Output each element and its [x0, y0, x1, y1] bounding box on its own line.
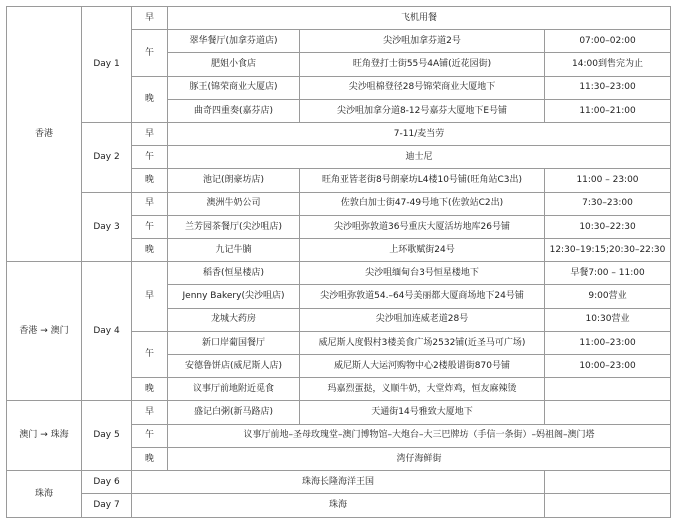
- address-cell: 佐敦白加士街47-49号地下(佐敦站C2出): [300, 192, 545, 215]
- restaurant-cell: 稻香(恒星楼店): [168, 262, 300, 285]
- hours-cell: [545, 401, 671, 424]
- meal-cell: 晚: [132, 169, 168, 192]
- hours-cell: 07:00–02:00: [545, 30, 671, 53]
- activity-cell: 珠海长隆海洋王国: [132, 471, 545, 494]
- meal-cell: 午: [132, 146, 168, 169]
- meal-cell: 午: [132, 30, 168, 76]
- restaurant-cell: 龙城大药房: [168, 308, 300, 331]
- meal-cell: 晚: [132, 378, 168, 401]
- hours-cell: 11:00–21:00: [545, 99, 671, 122]
- address-cell: 旺角登打士街55号4A铺(近花园街): [300, 53, 545, 76]
- restaurant-cell: 肥姐小食店: [168, 53, 300, 76]
- restaurant-cell: Jenny Bakery(尖沙咀店): [168, 285, 300, 308]
- activity-cell: 珠海: [132, 494, 545, 518]
- restaurant-cell: 安德鲁饼店(威尼斯人店): [168, 355, 300, 378]
- restaurant-cell: 迪士尼: [168, 146, 671, 169]
- address-cell: 旺角亚皆老街8号朗豪坊L4楼10号铺(旺角站C3出): [300, 169, 545, 192]
- table-row: [7, 123, 671, 146]
- city-cell: 澳门 → 珠海: [7, 401, 82, 471]
- table-row: [7, 7, 671, 30]
- hours-cell: 10:30–22:30: [545, 215, 671, 238]
- address-cell: 尖沙咀棉登径28号锦荣商业大厦地下: [300, 76, 545, 99]
- meal-cell: 晚: [132, 239, 168, 262]
- address-cell: 尖沙咀加拿分道8-12号嘉芬大厦地下E号铺: [300, 99, 545, 122]
- route-cell: 议事厅前地–圣母玫瑰堂–澳门博物馆–大炮台–大三巴牌坊（手信一条街）–妈祖阁–澳门塔: [168, 424, 671, 447]
- address-cell: 尖沙咀弥敦道54.–64号美丽都大厦商场地下24号铺: [300, 285, 545, 308]
- day-cell: Day 2: [82, 123, 132, 193]
- day-cell: Day 3: [82, 192, 132, 262]
- hours-cell: 11:00–23:00: [545, 331, 671, 354]
- day-cell: Day 5: [82, 401, 132, 471]
- meal-cell: 早: [132, 123, 168, 146]
- meal-cell: 晚: [132, 76, 168, 122]
- restaurant-cell: 曲奇四重奏(嘉芬店): [168, 99, 300, 122]
- hours-cell: [545, 471, 671, 494]
- restaurant-cell: 飞机用餐: [168, 7, 671, 30]
- day-cell: Day 6: [82, 471, 132, 494]
- table-row: [7, 262, 671, 285]
- table-row: [7, 471, 671, 494]
- hours-cell: 10:30营业: [545, 308, 671, 331]
- meal-cell: 早: [132, 7, 168, 30]
- hours-cell: 7:30–23:00: [545, 192, 671, 215]
- hours-cell: 14:00到售完为止: [545, 53, 671, 76]
- meal-cell: 早: [132, 262, 168, 332]
- meal-cell: 早: [132, 401, 168, 424]
- restaurant-cell: 议事厅前地附近觅食: [168, 378, 300, 401]
- hours-cell: [545, 378, 671, 401]
- address-cell: 尖沙咀缅甸台3号恒星楼地下: [300, 262, 545, 285]
- meal-cell: 午: [132, 215, 168, 238]
- restaurant-cell: 湾仔海鲜街: [168, 447, 671, 470]
- hours-cell: 11:30–23:00: [545, 76, 671, 99]
- restaurant-cell: 澳洲牛奶公司: [168, 192, 300, 215]
- itinerary-table: [6, 6, 671, 518]
- address-cell: 玛嘉烈蛋挞，义顺牛奶，大堂炸鸡，恒友麻辣烫: [300, 378, 545, 401]
- hours-cell: 9:00营业: [545, 285, 671, 308]
- restaurant-cell: 盛记白粥(新马路店): [168, 401, 300, 424]
- meal-cell: 晚: [132, 447, 168, 470]
- day-cell: Day 4: [82, 262, 132, 401]
- meal-cell: 午: [132, 331, 168, 377]
- hours-cell: 10:00–23:00: [545, 355, 671, 378]
- address-cell: 天通街14号雅致大厦地下: [300, 401, 545, 424]
- city-cell: 珠海: [7, 471, 82, 518]
- meal-cell: 午: [132, 424, 168, 447]
- address-cell: 尖沙咀弥敦道36号重庆大厦活坊地库26号铺: [300, 215, 545, 238]
- hours-cell: 早餐7:00 – 11:00: [545, 262, 671, 285]
- hours-cell: 12:30–19:15;20:30–22:30: [545, 239, 671, 262]
- meal-cell: 早: [132, 192, 168, 215]
- day-cell: Day 1: [82, 7, 132, 123]
- restaurant-cell: 翠华餐厅(加拿芬道店): [168, 30, 300, 53]
- table-row: [7, 192, 671, 215]
- address-cell: 尖沙咀加连威老道28号: [300, 308, 545, 331]
- address-cell: 尖沙咀加拿芬道2号: [300, 30, 545, 53]
- day-cell: Day 7: [82, 494, 132, 518]
- restaurant-cell: 兰芳园茶餐厅(尖沙咀店): [168, 215, 300, 238]
- address-cell: 威尼斯人大运河购物中心2楼般谱街870号铺: [300, 355, 545, 378]
- restaurant-cell: 新口岸葡国餐厅: [168, 331, 300, 354]
- address-cell: 上环歌赋街24号: [300, 239, 545, 262]
- city-cell: 香港 → 澳门: [7, 262, 82, 401]
- hours-cell: [545, 494, 671, 518]
- table-row: [7, 494, 671, 518]
- restaurant-cell: 7-11/麦当劳: [168, 123, 671, 146]
- restaurant-cell: 九记牛腩: [168, 239, 300, 262]
- restaurant-cell: 豚王(锦荣商业大厦店): [168, 76, 300, 99]
- city-cell: 香港: [7, 7, 82, 262]
- address-cell: 威尼斯人度假村3楼美食广场2532铺(近圣马可广场): [300, 331, 545, 354]
- hours-cell: 11:00 – 23:00: [545, 169, 671, 192]
- table-row: [7, 401, 671, 424]
- restaurant-cell: 池记(朗豪坊店): [168, 169, 300, 192]
